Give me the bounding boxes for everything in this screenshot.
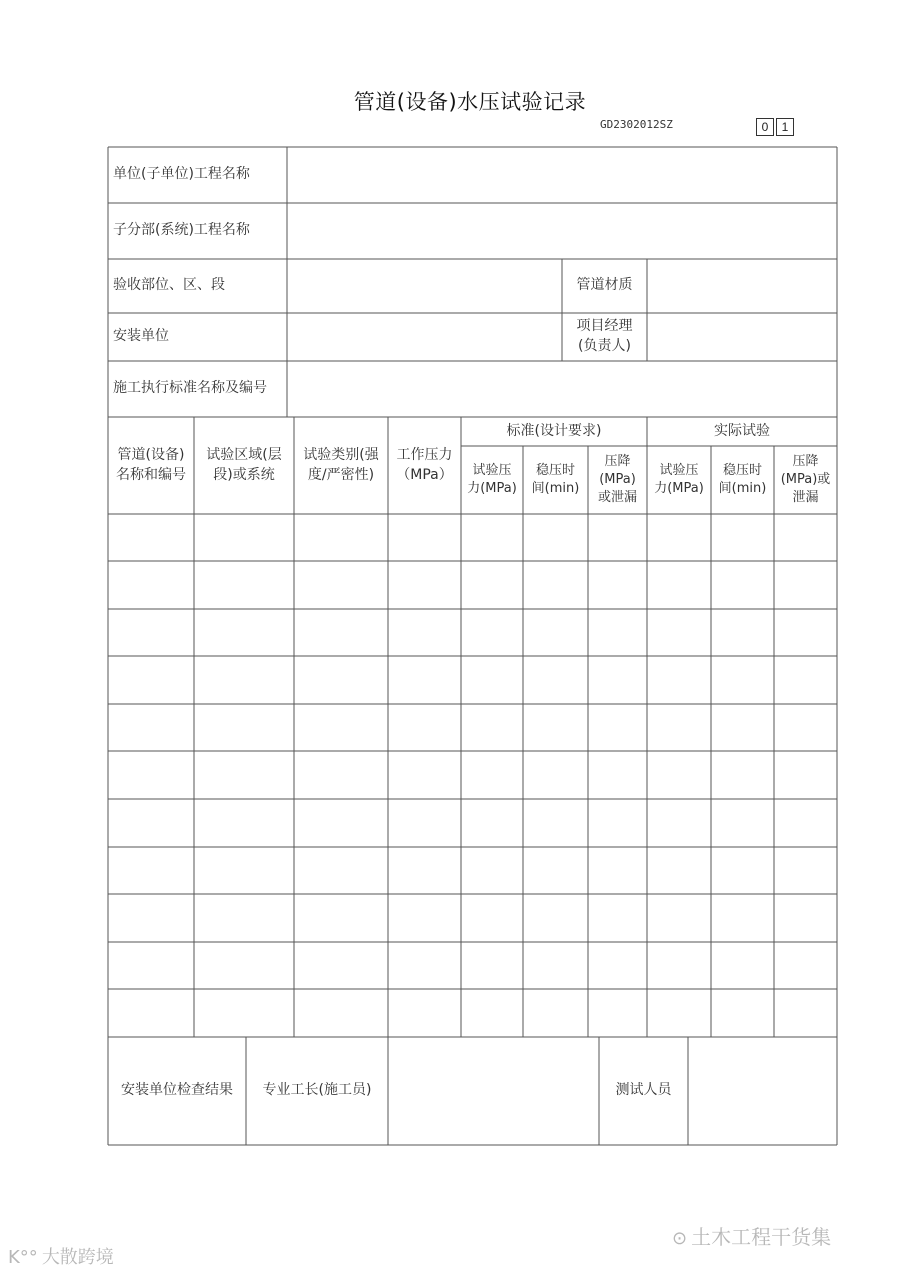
code-box-2: 1 xyxy=(776,118,794,136)
header-std-drop-line1: 压降 xyxy=(604,453,631,469)
foreman-label: 专业工长(施工员) xyxy=(262,1082,372,1099)
cell-act-hold-time[interactable] xyxy=(711,704,774,751)
cell-act-test-pressure[interactable] xyxy=(647,656,711,704)
cell-act-drop[interactable] xyxy=(774,751,837,799)
cell-std-drop[interactable] xyxy=(588,894,647,942)
header-pipe xyxy=(108,417,194,514)
cell-std-drop[interactable] xyxy=(588,514,647,561)
cell-std-hold-time[interactable] xyxy=(523,514,588,561)
cell-pipe[interactable] xyxy=(108,656,194,704)
cell-act-hold-time[interactable] xyxy=(711,799,774,847)
header-std-test-pressure-line1: 试验压 xyxy=(472,462,512,478)
cell-act-drop[interactable] xyxy=(774,942,837,989)
cell-std-test-pressure[interactable] xyxy=(461,656,523,704)
sub-project-name-field[interactable] xyxy=(287,203,837,259)
cell-work-pressure[interactable] xyxy=(388,989,461,1037)
header-act-drop-line2: (MPa)或 xyxy=(780,471,831,487)
cell-std-hold-time[interactable] xyxy=(523,989,588,1037)
sub-project-name-label: 子分部(系统)工程名称 xyxy=(113,222,250,239)
header-pipe-line2: 名称和编号 xyxy=(116,466,186,483)
watermark-left xyxy=(8,1243,114,1269)
project-manager-line2: (负责人) xyxy=(578,338,631,354)
header-area xyxy=(194,417,294,514)
header-act-drop-line1: 压降 xyxy=(792,453,819,469)
header-work-pressure xyxy=(388,417,461,514)
cell-act-hold-time[interactable] xyxy=(711,609,774,656)
cell-pipe[interactable] xyxy=(108,942,194,989)
cell-pipe[interactable] xyxy=(108,894,194,942)
cell-act-hold-time[interactable] xyxy=(711,561,774,609)
cell-act-test-pressure[interactable] xyxy=(647,847,711,894)
cell-act-drop[interactable] xyxy=(774,704,837,751)
cell-area[interactable] xyxy=(194,656,294,704)
cell-type[interactable] xyxy=(294,894,388,942)
installation-unit-label: 安装单位 xyxy=(113,328,169,345)
unit-project-name-field[interactable] xyxy=(287,147,837,203)
cell-std-test-pressure[interactable] xyxy=(461,514,523,561)
cell-std-hold-time[interactable] xyxy=(523,894,588,942)
cell-area[interactable] xyxy=(194,514,294,561)
cell-act-test-pressure[interactable] xyxy=(647,799,711,847)
cell-area[interactable] xyxy=(194,751,294,799)
cell-act-hold-time[interactable] xyxy=(711,894,774,942)
cell-act-drop[interactable] xyxy=(774,894,837,942)
cell-act-test-pressure[interactable] xyxy=(647,751,711,799)
cell-std-hold-time[interactable] xyxy=(523,799,588,847)
cell-act-drop[interactable] xyxy=(774,609,837,656)
cell-type[interactable] xyxy=(294,799,388,847)
header-pipe-line1: 管道(设备) xyxy=(117,446,185,463)
cell-std-test-pressure[interactable] xyxy=(461,609,523,656)
header-standard-group: 标准(设计要求) xyxy=(506,422,602,439)
cell-std-test-pressure[interactable] xyxy=(461,799,523,847)
cell-act-test-pressure[interactable] xyxy=(647,894,711,942)
cell-type[interactable] xyxy=(294,751,388,799)
wechat-icon: ⊙ xyxy=(672,1228,688,1249)
cell-act-test-pressure[interactable] xyxy=(647,514,711,561)
unit-project-name-label: 单位(子单位)工程名称 xyxy=(113,166,250,183)
cell-area[interactable] xyxy=(194,989,294,1037)
header-area-line2: 段)或系统 xyxy=(213,466,275,483)
cell-type[interactable] xyxy=(294,514,388,561)
cell-work-pressure[interactable] xyxy=(388,751,461,799)
pipe-material-field[interactable] xyxy=(647,259,837,313)
cell-pipe[interactable] xyxy=(108,751,194,799)
cell-type[interactable] xyxy=(294,609,388,656)
cell-area[interactable] xyxy=(194,609,294,656)
cell-std-drop[interactable] xyxy=(588,751,647,799)
cell-act-test-pressure[interactable] xyxy=(647,704,711,751)
code-box-1: 0 xyxy=(756,118,774,136)
cell-act-test-pressure[interactable] xyxy=(647,989,711,1037)
cell-std-test-pressure[interactable] xyxy=(461,894,523,942)
cell-work-pressure[interactable] xyxy=(388,704,461,751)
acceptance-location-label: 验收部位、区、段 xyxy=(113,277,225,294)
cell-std-drop[interactable] xyxy=(588,609,647,656)
project-manager-line1: 项目经理 xyxy=(576,318,633,335)
cell-area[interactable] xyxy=(194,894,294,942)
header-type-line1: 试验类别(强 xyxy=(303,446,379,463)
cell-std-hold-time[interactable] xyxy=(523,704,588,751)
cell-area[interactable] xyxy=(194,704,294,751)
cell-std-drop[interactable] xyxy=(588,561,647,609)
cell-std-hold-time[interactable] xyxy=(523,751,588,799)
cell-act-hold-time[interactable] xyxy=(711,656,774,704)
cell-work-pressure[interactable] xyxy=(388,656,461,704)
cell-type[interactable] xyxy=(294,847,388,894)
cell-pipe[interactable] xyxy=(108,561,194,609)
header-act-drop xyxy=(774,446,837,514)
cell-work-pressure[interactable] xyxy=(388,609,461,656)
cell-std-drop[interactable] xyxy=(588,704,647,751)
project-manager-label xyxy=(562,313,647,361)
cell-std-drop[interactable] xyxy=(588,989,647,1037)
header-work-pressure-line1: 工作压力 xyxy=(396,446,453,463)
cell-act-hold-time[interactable] xyxy=(711,514,774,561)
standard-name-field[interactable] xyxy=(287,361,837,417)
document-title: 管道(设备)水压试验记录 xyxy=(353,90,587,114)
cell-work-pressure[interactable] xyxy=(388,894,461,942)
watermark-right-text: 土木工程干货集 xyxy=(691,1225,832,1249)
watermark-right xyxy=(672,1221,831,1250)
cell-area[interactable] xyxy=(194,942,294,989)
watermark-left-text: 大散跨境 xyxy=(41,1247,114,1268)
header-work-pressure-line2: （MPa） xyxy=(396,466,453,483)
header-area-line1: 试验区域(层 xyxy=(206,446,282,463)
cell-std-test-pressure[interactable] xyxy=(461,704,523,751)
cell-work-pressure[interactable] xyxy=(388,847,461,894)
project-manager-field[interactable] xyxy=(647,313,837,361)
cell-type[interactable] xyxy=(294,561,388,609)
acceptance-location-field[interactable] xyxy=(287,259,562,313)
cell-std-drop[interactable] xyxy=(588,847,647,894)
cell-area[interactable] xyxy=(194,561,294,609)
header-act-hold-time-line1: 稳压时 xyxy=(722,462,762,478)
cell-std-test-pressure[interactable] xyxy=(461,561,523,609)
inspection-result-label: 安装单位检查结果 xyxy=(121,1082,233,1099)
header-std-drop-line3: 或泄漏 xyxy=(597,490,637,506)
cell-std-hold-time[interactable] xyxy=(523,942,588,989)
installation-unit-field[interactable] xyxy=(287,313,562,361)
header-std-hold-time-line2: 间(min) xyxy=(531,481,580,496)
brand-logo-icon: K°° xyxy=(8,1247,38,1268)
cell-work-pressure[interactable] xyxy=(388,514,461,561)
header-act-test-pressure-line2: 力(MPa) xyxy=(654,481,704,496)
cell-std-drop[interactable] xyxy=(588,656,647,704)
cell-act-drop[interactable] xyxy=(774,656,837,704)
cell-std-hold-time[interactable] xyxy=(523,656,588,704)
cell-std-test-pressure[interactable] xyxy=(461,751,523,799)
cell-act-hold-time[interactable] xyxy=(711,847,774,894)
cell-pipe[interactable] xyxy=(108,609,194,656)
cell-std-drop[interactable] xyxy=(588,799,647,847)
cell-pipe[interactable] xyxy=(108,799,194,847)
header-act-test-pressure-line1: 试验压 xyxy=(659,462,699,478)
cell-act-drop[interactable] xyxy=(774,989,837,1037)
header-std-test-pressure-line2: 力(MPa) xyxy=(467,481,517,496)
header-act-test-pressure xyxy=(647,446,711,514)
foreman-signature-field[interactable] xyxy=(388,1037,599,1145)
cell-pipe[interactable] xyxy=(108,704,194,751)
cell-act-drop[interactable] xyxy=(774,799,837,847)
document-code: GD2302012SZ xyxy=(600,118,673,131)
cell-act-drop[interactable] xyxy=(774,561,837,609)
cell-act-hold-time[interactable] xyxy=(711,942,774,989)
cell-type[interactable] xyxy=(294,989,388,1037)
header-act-hold-time xyxy=(711,446,774,514)
header-std-drop-line2: (MPa) xyxy=(599,471,636,487)
cell-act-drop[interactable] xyxy=(774,514,837,561)
tester-signature-field[interactable] xyxy=(688,1037,837,1145)
cell-pipe[interactable] xyxy=(108,989,194,1037)
header-std-hold-time-line1: 稳压时 xyxy=(535,462,575,478)
header-std-test-pressure xyxy=(461,446,523,514)
standard-name-label: 施工执行标准名称及编号 xyxy=(113,380,267,397)
header-act-drop-line3: 泄漏 xyxy=(792,490,819,506)
cell-std-test-pressure[interactable] xyxy=(461,847,523,894)
cell-pipe[interactable] xyxy=(108,847,194,894)
cell-act-drop[interactable] xyxy=(774,847,837,894)
cell-std-hold-time[interactable] xyxy=(523,847,588,894)
header-act-hold-time-line2: 间(min) xyxy=(718,481,767,496)
cell-pipe[interactable] xyxy=(108,514,194,561)
cell-type[interactable] xyxy=(294,942,388,989)
cell-act-hold-time[interactable] xyxy=(711,751,774,799)
cell-work-pressure[interactable] xyxy=(388,799,461,847)
cell-area[interactable] xyxy=(194,799,294,847)
cell-std-hold-time[interactable] xyxy=(523,561,588,609)
cell-type[interactable] xyxy=(294,704,388,751)
header-std-hold-time xyxy=(523,446,588,514)
cell-act-hold-time[interactable] xyxy=(711,989,774,1037)
cell-std-hold-time[interactable] xyxy=(523,609,588,656)
cell-type[interactable] xyxy=(294,656,388,704)
cell-act-test-pressure[interactable] xyxy=(647,942,711,989)
tester-label: 测试人员 xyxy=(615,1082,672,1099)
header-type xyxy=(294,417,388,514)
cell-act-test-pressure[interactable] xyxy=(647,561,711,609)
cell-std-test-pressure[interactable] xyxy=(461,942,523,989)
header-actual-group: 实际试验 xyxy=(714,422,770,439)
cell-std-test-pressure[interactable] xyxy=(461,989,523,1037)
cell-std-drop[interactable] xyxy=(588,942,647,989)
header-std-drop xyxy=(588,446,647,514)
cell-work-pressure[interactable] xyxy=(388,561,461,609)
header-type-line2: 度/严密性) xyxy=(307,466,375,483)
cell-act-test-pressure[interactable] xyxy=(647,609,711,656)
cell-area[interactable] xyxy=(194,847,294,894)
cell-work-pressure[interactable] xyxy=(388,942,461,989)
pipe-material-label: 管道材质 xyxy=(576,277,633,294)
